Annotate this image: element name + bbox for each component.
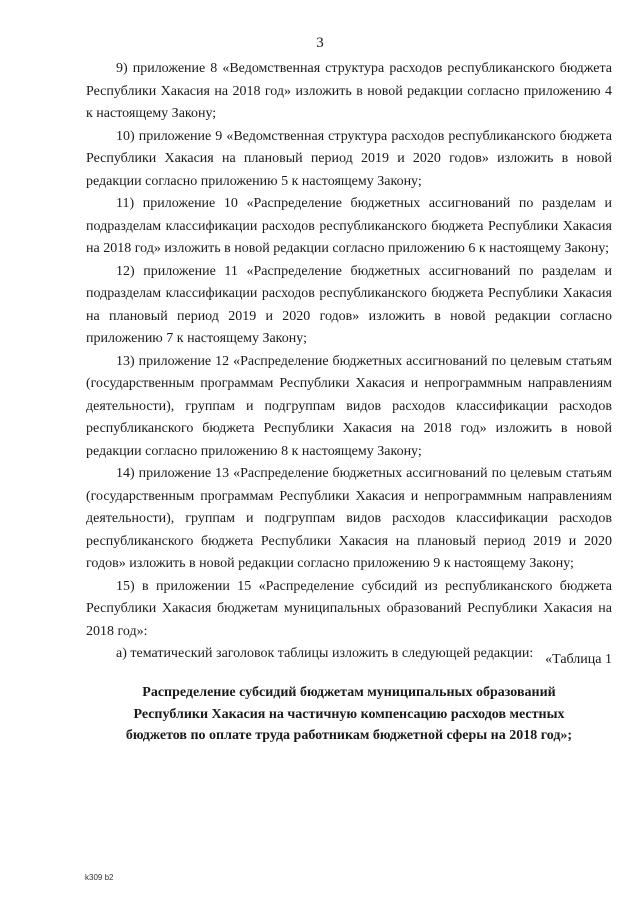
table-heading bbox=[86, 682, 612, 747]
document-body bbox=[86, 58, 612, 666]
paragraph-item-9: 9) приложение 8 «Ведомственная структура расходов республиканского бюджета Республики Хакасия на 2018 год» изложить в новой редакции согласно приложению 4 к настоящему Закону; bbox=[86, 61, 612, 121]
paragraph-item-12: 12) приложение 11 «Распределение бюджетных ассигнований по разделам и подразделам классификации расходов республиканского бюджета Республики Хакасия на плановый период 2019 и 2020 годов» изложить в новой редакции согласно приложению 7 к настоящему Закону; bbox=[86, 263, 612, 346]
paragraph-item-10: 10) приложение 9 «Ведомственная структура расходов республиканского бюджета Республики Хакасия на плановый период 2019 и 2020 годов» изложить в новой редакции согласно приложению 5 к настоящему Закону; bbox=[86, 128, 612, 189]
table-heading-line: бюджетов по оплате труда работникам бюджетной сферы на 2018 год»; bbox=[125, 728, 573, 743]
table-heading-line: Республики Хакасия на частичную компенсацию расходов местных bbox=[133, 706, 565, 722]
footer-document-code: k309 b2 bbox=[85, 873, 114, 882]
paragraph-item-15: 15) в приложении 15 «Распределение субсидий из республиканского бюджета Республики Хакасия бюджетам муниципальных образований Республики Хакасия на 2018 год»: bbox=[86, 578, 612, 639]
paragraph-subitem-a: а) тематический заголовок таблицы изложить в следующей редакции: bbox=[116, 646, 534, 661]
paragraph-item-11: 11) приложение 10 «Распределение бюджетных ассигнований по разделам и подразделам классификации расходов республиканского бюджета Республики Хакасия на 2018 год» изложить в новой редакции согласно приложению 6 к настоящему Закону; bbox=[86, 196, 612, 256]
page-number: 3 bbox=[316, 35, 324, 51]
table-reference: «Таблица 1 bbox=[545, 652, 612, 667]
table-heading-line: Распределение субсидий бюджетам муниципальных образований bbox=[142, 685, 556, 700]
paragraph-item-13: 13) приложение 12 «Распределение бюджетных ассигнований по целевым статьям (государственным программам Республики Хакасия и непрограммным направлениям деятельности), группам и подгруппам видов расходов классификации расходов республиканского бюджета Республики Хакасия на 2018 год» изложить в новой редакции согласно приложению 8 к настоящему Закону; bbox=[86, 353, 612, 459]
paragraph-item-14: 14) приложение 13 «Распределение бюджетных ассигнований по целевым статьям (государственным программам Республики Хакасия и непрограммным направлениям деятельности), группам и подгруппам видов расходов классификации расходов республиканского бюджета Республики Хакасия на плановый период 2019 и 2020 годов» изложить в новой редакции согласно приложению 9 к настоящему Закону; bbox=[86, 466, 612, 571]
